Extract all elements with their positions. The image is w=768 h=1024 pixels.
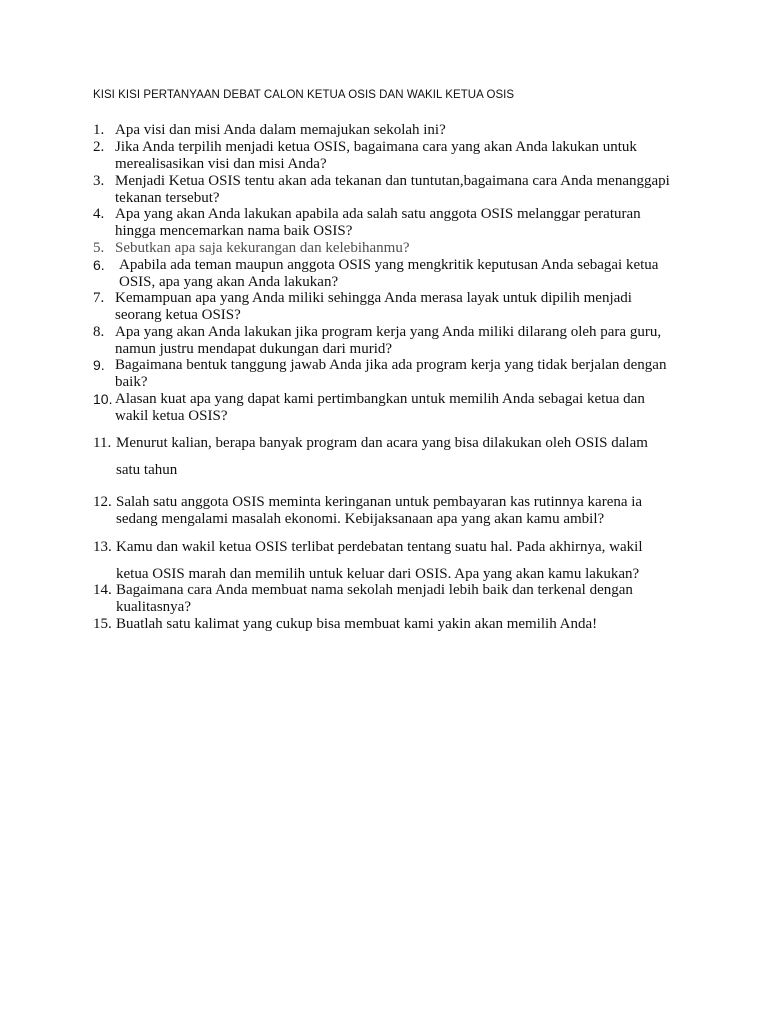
question-item-5 [93,240,673,257]
question-text: Apa visi dan misi Anda dalam memajukan sekolah ini? [115,122,446,138]
question-item-10 [93,391,673,425]
question-text: Apa yang akan Anda lakukan apabila ada salah satu anggota OSIS melanggar peraturan hingga mencemarkan nama baik OSIS? [115,206,641,239]
question-number: 8. [93,324,105,340]
question-number: 14. [93,582,112,598]
question-number: 15. [93,616,112,632]
question-text: Bagaimana bentuk tanggung jawab Anda jika ada program kerja yang tidak berjalan dengan baik? [115,357,667,390]
question-text: Salah satu anggota OSIS meminta keringanan untuk pembayaran kas rutinnya karena ia sedang mengalami masalah ekonomi. Kebijaksanaan apa yang akan kamu ambil? [116,494,643,527]
question-text: Apabila ada teman maupun anggota OSIS yang mengkritik keputusan Anda sebagai ketua OSIS, apa yang akan Anda lakukan? [119,257,659,290]
question-number: 2. [93,139,105,155]
question-item-4 [93,206,673,240]
question-text: Bagaimana cara Anda membuat nama sekolah menjadi lebih baik dan terkenal dengan kualitasnya? [116,582,633,615]
question-text: Kamu dan wakil ketua OSIS terlibat perdebatan tentang suatu hal. Pada akhirnya, wakil [116,539,643,555]
question-number: 12. [93,494,112,510]
question-text: Apa yang akan Anda lakukan jika program kerja yang Anda miliki dilarang oleh para guru, namun justru mendapat dukungan dari murid? [115,324,662,357]
question-item-7 [93,290,673,324]
question-number: 5. [93,240,105,256]
question-text: Buatlah satu kalimat yang cukup bisa membuat kami yakin akan memilih Anda! [116,616,598,632]
question-item-12 [93,494,673,528]
question-number: 10. [93,391,113,407]
question-number: 1. [93,122,105,138]
question-number: 4. [93,206,105,222]
question-item-3 [93,173,673,207]
question-text: Menurut kalian, berapa banyak program dan acara yang bisa dilakukan oleh OSIS dalam [116,435,648,451]
question-item-6 [93,257,673,291]
question-item-14 [93,582,673,616]
question-number: 7. [93,290,105,306]
question-number: 9. [93,357,105,373]
question-item-9 [93,357,673,391]
question-item-15 [93,616,673,633]
question-text: Sebutkan apa saja kekurangan dan kelebihanmu? [115,240,410,256]
question-item-1 [93,122,673,139]
question-number: 3. [93,173,105,189]
question-text: Menjadi Ketua OSIS tentu akan ada tekanan dan tuntutan,bagaimana cara Anda menanggapi tekanan tersebut? [115,173,670,206]
question-number: 6. [93,257,105,273]
question-text: Jika Anda terpilih menjadi ketua OSIS, bagaimana cara yang akan Anda lakukan untuk merealisasikan visi dan misi Anda? [115,139,637,172]
question-item-11 [93,435,673,479]
question-text: Kemampuan apa yang Anda miliki sehingga Anda merasa layak untuk dipilih menjadi seorang ketua OSIS? [115,290,632,323]
page-title: KISI KISI PERTANYAAN DEBAT CALON KETUA OSIS DAN WAKIL KETUA OSIS [93,89,515,101]
question-text-continued: ketua OSIS marah dan memilih untuk keluar dari OSIS. Apa yang akan kamu lakukan? [116,566,640,582]
question-item-13 [93,539,673,583]
question-text-continued: satu tahun [116,462,178,478]
question-text: Alasan kuat apa yang dapat kami pertimbangkan untuk memilih Anda sebagai ketua dan wakil ketua OSIS? [115,391,645,424]
question-number: 13. [93,539,112,555]
question-item-8 [93,324,673,358]
question-item-2 [93,139,673,173]
question-number: 11. [93,435,112,451]
